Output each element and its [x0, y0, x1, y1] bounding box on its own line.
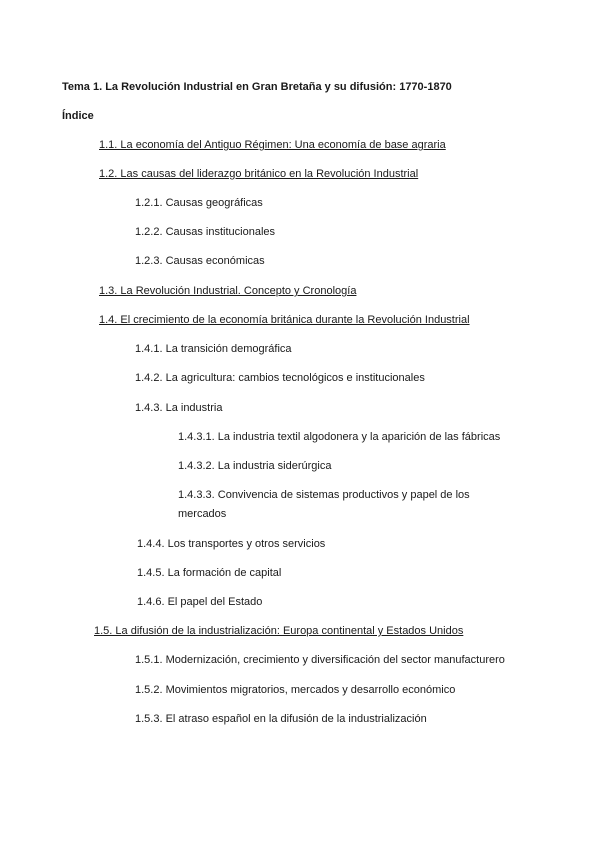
toc-entry-1-4-6: 1.4.6. El papel del Estado	[137, 596, 263, 608]
toc-entry-1-5-1: 1.5.1. Modernización, crecimiento y diversificación del sector manufacturero	[135, 654, 505, 666]
toc-entry-1-2-3: 1.2.3. Causas económicas	[135, 255, 265, 267]
toc-entry-1-5-3: 1.5.3. El atraso español en la difusión de la industrialización	[135, 713, 427, 725]
toc-entry-1-4-3-3-continuation: mercados	[178, 508, 227, 520]
toc-entry-1-4[interactable]: 1.4. El crecimiento de la economía británica durante la Revolución Industrial	[99, 314, 470, 326]
document-title: Tema 1. La Revolución Industrial en Gran Bretaña y su difusión: 1770-1870	[62, 81, 452, 93]
toc-entry-1-2[interactable]: 1.2. Las causas del liderazgo británico en la Revolución Industrial	[99, 168, 419, 180]
toc-entry-1-4-1: 1.4.1. La transición demográfica	[135, 343, 292, 355]
toc-entry-1-5-2: 1.5.2. Movimientos migratorios, mercados y desarrollo económico	[135, 684, 456, 696]
toc-entry-1-4-3-1: 1.4.3.1. La industria textil algodonera y la aparición de las fábricas	[178, 431, 501, 443]
toc-entry-1-4-5: 1.4.5. La formación de capital	[137, 567, 282, 579]
toc-entry-1-1[interactable]: 1.1. La economía del Antiguo Régimen: Una economía de base agraria	[99, 139, 446, 151]
toc-entry-1-2-1: 1.2.1. Causas geográficas	[135, 197, 263, 209]
toc-entry-1-4-2: 1.4.2. La agricultura: cambios tecnológicos e institucionales	[135, 372, 425, 384]
toc-entry-1-5[interactable]: 1.5. La difusión de la industrialización: Europa continental y Estados Unidos	[94, 625, 464, 637]
toc-entry-1-2-2: 1.2.2. Causas institucionales	[135, 226, 276, 238]
toc-entry-1-4-3: 1.4.3. La industria	[135, 402, 223, 414]
toc-entry-1-4-3-2: 1.4.3.2. La industria siderúrgica	[178, 460, 332, 472]
index-heading: Índice	[62, 110, 94, 122]
toc-entry-1-4-3-3: 1.4.3.3. Convivencia de sistemas productivos y papel de los	[178, 489, 470, 501]
toc-entry-1-3[interactable]: 1.3. La Revolución Industrial. Concepto y Cronología	[99, 285, 357, 297]
toc-entry-1-4-4: 1.4.4. Los transportes y otros servicios	[137, 538, 326, 550]
